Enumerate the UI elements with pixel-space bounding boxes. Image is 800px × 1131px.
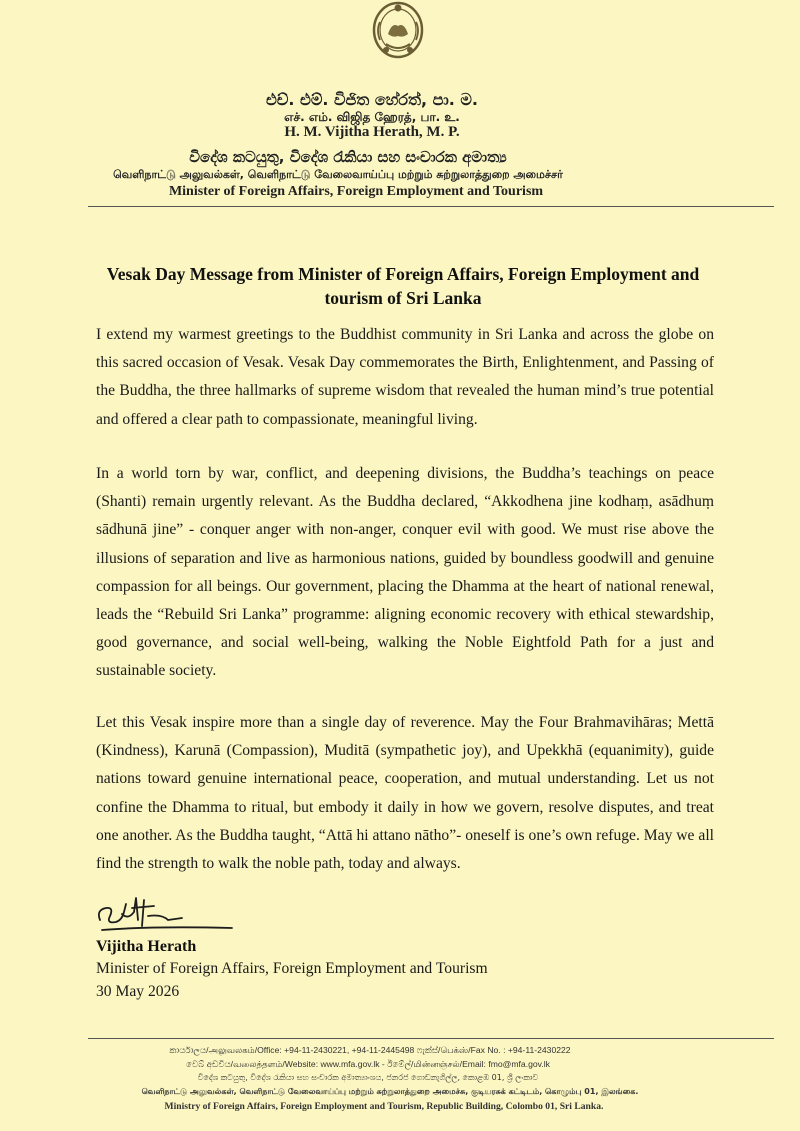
footer-address-tamil: வெளிநாட்டு அலுவல்கள், வெளிநாட்டு வேலைவாய்ப்பு மற்றும் சுற்றுலாத்துறை அமைச்சு, குடியரசுக் கட்டிடம், கொழும்பு 01, இலங்கை.: [141, 1087, 639, 1096]
signatory-name: Vijitha Herath: [96, 938, 197, 955]
message-paragraph-1: I extend my warmest greetings to the Buddhist community in Sri Lanka and across the globe on this sacred occasion of Vesak. Vesak Day commemorates the Birth, Enlightenment, and Passing of the Buddha, the three hallmarks of supreme wisdom that revealed the human mind’s true potential and offered a clear path to compassionate, meaningful living.: [96, 326, 714, 428]
footer-contact-web: වෙබ් අඩවිය/வலைத்தளம்/Website: www.mfa.gov.lk - ඊමේල්/மின்னஞ்சல்/Email: fmo@mfa.gov.lk: [186, 1059, 550, 1069]
message-title: Vesak Day Message from Minister of Foreign Affairs, Foreign Employment and tourism of Sri Lanka: [106, 264, 700, 308]
signatory-role: Minister of Foreign Affairs, Foreign Employment and Tourism: [96, 960, 488, 977]
minister-title-english: Minister of Foreign Affairs, Foreign Employment and Tourism: [168, 184, 544, 199]
minister-title-sinhala: විදේශ කටයුතු, විදේශ රැකියා සහ සංචාරක අමාත්‍ය: [189, 148, 507, 166]
message-paragraph-2: In a world torn by war, conflict, and deepening divisions, the Buddha’s teachings on peace (Shanti) remain urgently relevant. As the Buddha declared, “Akkodhena jine kodhaṃ, asādhuṃ sādhunā jine” - conquer anger with non-anger, conquer evil with good. We must rise above the illusions of separation and live as harmonious nations, guided by boundless goodwill and genuine compassion for all beings. Our government, placing the Dhamma at the heart of national renewal, leads the “Rebuild Sri Lanka” programme: aligning economic recovery with ethical stewardship, good governance, and social well-being, walking the Noble Eightfold Path for a just and sustainable society.: [96, 465, 714, 680]
national-emblem-icon: [370, 0, 426, 64]
footer-address-sinhala: විදේශ කටයුතු, විදේශ රැකියා සහ සංචාරක අමාත්‍යාංශය, ජනරජ ගොඩනැගිල්ල, කොළඹ 01, ශ්‍රී ලංකාව: [197, 1073, 539, 1082]
minister-name-english: H. M. Vijitha Herath, M. P.: [284, 124, 460, 140]
message-paragraph-3: Let this Vesak inspire more than a single day of reverence. May the Four Brahmavihāras; Mettā (Kindness), Karunā (Compassion), Muditā (sympathetic joy), and Upekkhā (equanimity), guide nations toward genuine international peace, cooperation, and mutual understanding. Let us not confine the Dhamma to ritual, but embody it daily in how we govern, resolve disputes, and treat one another. As the Buddha taught, “Attā hi attano nātho”- oneself is one’s own refuge. May we all find the strength to walk the noble path, today and always.: [96, 714, 714, 873]
handwritten-signature: [92, 890, 242, 940]
footer-divider: [88, 1038, 774, 1039]
header-divider: [88, 206, 774, 207]
minister-name-sinhala: එච්. එම්. විජිත හේරත්, පා. ම.: [266, 90, 478, 109]
letter-date: 30 May 2026: [96, 983, 180, 1000]
minister-name-tamil: எச். எம். விஜித ஹேரத், பா. உ.: [284, 110, 460, 124]
footer-address-english: Ministry of Foreign Affairs, Foreign Employment and Tourism, Republic Building, Colombo 01, Sri Lanka.: [164, 1101, 604, 1112]
minister-title-tamil: வெளிநாட்டு அலுவல்கள், வெளிநாட்டு வேலைவாய்ப்பு மற்றும் சுற்றுலாத்துறை அமைச்சர்: [113, 168, 563, 181]
footer-contact-phone: කාර්යාලය/அலுவலகம்/Office: +94-11-2430221, +94-11-2445498 ෆැක්ස්/பெக்ஸ்/Fax No. : +94-11-2430222: [169, 1045, 571, 1055]
